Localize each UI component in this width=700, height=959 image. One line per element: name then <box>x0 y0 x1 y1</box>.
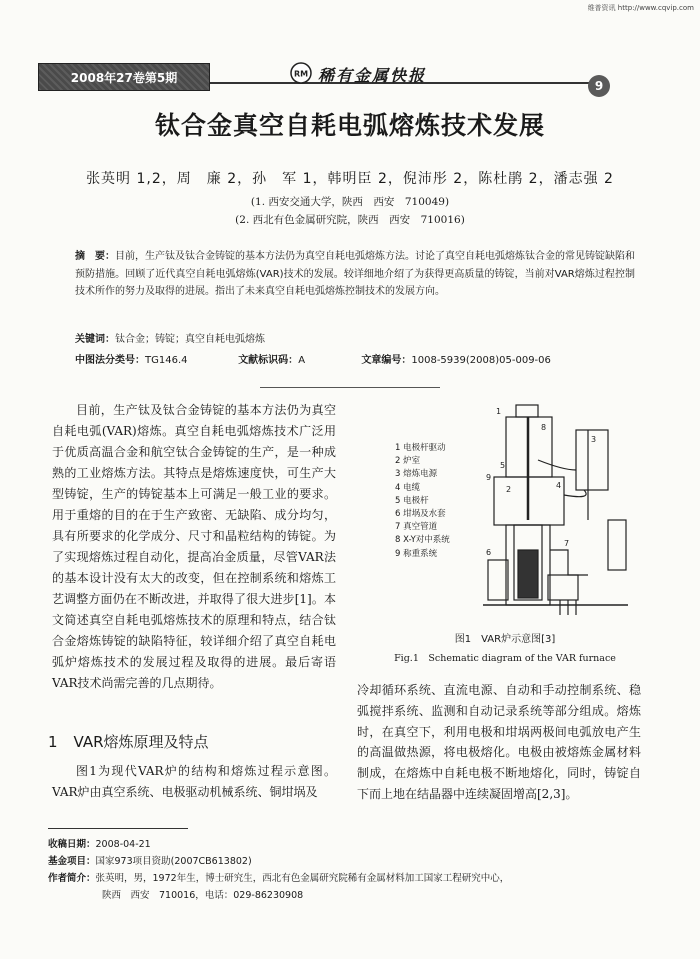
journal-logo-icon <box>290 62 312 84</box>
legend-item: 7 真空管道 <box>395 522 438 533</box>
doc-code-label: 文献标识码： <box>238 355 299 366</box>
legend-item: 5 电极杆 <box>395 495 429 506</box>
author-list: 张英明 1,2，周 廉 2，孙 军 1，韩明臣 2，倪沛彤 2，陈杜鹃 2，潘志强 2 <box>86 171 614 187</box>
side-cabinet <box>608 520 626 570</box>
classification-line <box>75 351 635 366</box>
ingot <box>518 550 538 598</box>
keywords-text: 钛合金；铸锭；真空自耗电弧熔炼 <box>115 334 265 345</box>
abstract <box>75 248 635 301</box>
page-number-badge: 9 <box>588 75 610 97</box>
fund-label: 基金项目： <box>48 856 96 867</box>
figure-caption-cn: 图1 VAR炉示意图[3] <box>454 634 556 645</box>
cable <box>564 490 586 497</box>
abstract-text: 目前，生产钛及钛合金铸锭的基本方法仍为真空自耗电弧熔炼方法。讨论了真空自耗电弧熔炼钛合金的常见铸锭缺陷和预防措施。回顾了近代真空自耗电弧熔炼(VAR)技术的发展。较详细地介绍了为获得更高质量的铸锭，当前对VAR熔炼过程控制技术所作的努力及取得的进展。指出了未来真空自耗电弧熔炼控制技术的发展方向。 <box>75 251 635 297</box>
label-5: 5 <box>500 461 506 470</box>
label-8: 8 <box>541 423 547 432</box>
received-date: 2008-04-21 <box>95 839 151 850</box>
legend-item: 2 炉室 <box>395 456 421 467</box>
footnote-received <box>48 836 648 850</box>
logo-text: RM <box>293 69 309 79</box>
footnote-author <box>48 870 648 884</box>
abstract-label: 摘 要： <box>75 251 115 262</box>
cable-2 <box>538 460 576 470</box>
article-title: 钛合金真空自耗电弧熔炼技术发展 <box>154 111 545 140</box>
affiliation-1: (1. 西安交通大学，陕西 西安 710049) <box>250 196 450 208</box>
label-6: 6 <box>486 548 492 557</box>
section-text <box>52 761 336 803</box>
article-number-label: 文章编号： <box>361 355 412 366</box>
weigh-cell <box>488 560 508 600</box>
footnote-fund <box>48 853 648 867</box>
legend-item: 6 坩埚及水套 <box>395 509 446 520</box>
figure-caption-en: Fig.1 Schematic diagram of the VAR furnace <box>394 653 616 664</box>
journal-name: 稀有金属快报 <box>318 66 427 85</box>
watermark: 维普资讯 http://www.cqvip.com <box>587 4 694 12</box>
label-2: 2 <box>506 485 512 494</box>
label-4: 4 <box>556 481 562 490</box>
footnote-rule <box>48 828 188 829</box>
article-number-value: 1008-5939(2008)05-009-06 <box>411 355 551 366</box>
intro-text <box>52 400 336 694</box>
figure-legend <box>395 442 450 561</box>
label-1: 1 <box>496 407 502 416</box>
legend-item: 1 电极杆驱动 <box>395 443 446 453</box>
section-number: 1 <box>48 733 58 751</box>
author-bio: 张英明，男，1972年生，博士研究生，西北有色金属研究院稀有金属材料加工国家工程研究中心， <box>95 873 510 884</box>
vacuum-duct <box>550 550 588 575</box>
received-label: 收稿日期： <box>48 839 96 850</box>
author-bio-label: 作者简介： <box>48 873 96 884</box>
right-column-text <box>357 680 641 805</box>
clc-value: TG146.4 <box>145 355 188 366</box>
affiliation-2: (2. 西北有色金属研究院，陕西 西安 710016) <box>235 214 465 226</box>
legend-item: 9 称重系统 <box>395 548 438 559</box>
label-7: 7 <box>564 539 570 548</box>
keywords <box>75 330 265 345</box>
label-9: 9 <box>486 473 492 482</box>
section-heading <box>48 731 209 752</box>
footnote-author-2: 陕西 西安 710016，电话：029-86230908 <box>102 890 304 901</box>
legend-item: 4 电缆 <box>395 482 421 493</box>
pump-legs <box>560 600 576 615</box>
legend-item: 3 熔炼电源 <box>395 469 438 480</box>
keywords-label: 关键词： <box>75 334 115 345</box>
section-title: VAR熔炼原理及特点 <box>73 733 209 751</box>
intro-paragraph: 目前，生产钛及钛合金铸锭的基本方法仍为真空自耗电弧(VAR)熔炼。真空自耗电弧熔炼技术广泛用于优质高温合金和航空钛合金铸锭的生产，是一种成熟的工业熔炼方法。其特点是熔炼速度快，可生产大型铸锭，生产的铸锭基本上可满足一般工业的要求。用于重熔的目的在于生产致密、无缺陷、成分均匀，具有所要求的化学成分、尺寸和晶粒结构的铸锭。为了实现熔炼过程自动化，提高冶金质量，尽管VAR法的基本设计没有太大的改变，但在控制系统和熔炼工艺调整方面仍在不断改进，并取得了很大进步[1]。本文简述真空自耗电弧熔炼技术的原理和特点，结合钛合金熔炼铸锭的缺陷特征，较详细介绍了真空自耗电弧炉熔炼技术的发展过程及取得的进展。最后寄语VAR技术尚需完善的几点期待。 <box>52 403 336 690</box>
issue-label: 2008年27卷第5期 <box>38 63 210 91</box>
label-3: 3 <box>591 435 597 444</box>
abstract-divider <box>260 387 440 388</box>
right-paragraph: 冷却循环系统、直流电源、自动和手动控制系统、稳弧搅拌系统、监测和自动记录系统等部分组成。熔炼时，在真空下，利用电极和坩埚两极间电弧放电产生的高温做热源，将电极熔化。电极由被熔炼金属材料制成，在熔炼中自耗电极不断地熔化，同时，铸锭自下而上地在结晶器中连续凝固增高[2,3]。 <box>357 683 641 801</box>
clc-label: 中图法分类号： <box>75 355 145 366</box>
doc-code-value: A <box>298 355 306 366</box>
vacuum-pump <box>548 575 578 600</box>
fund-text: 国家973项目资助(2007CB613802) <box>95 856 252 867</box>
section-paragraph: 图1为现代VAR炉的结构和熔炼过程示意图。VAR炉由真空系统、电极驱动机械系统、铜坩埚及 <box>52 764 336 799</box>
legend-item: 8 X-Y对中系统 <box>395 535 450 546</box>
drive-housing <box>516 405 538 417</box>
